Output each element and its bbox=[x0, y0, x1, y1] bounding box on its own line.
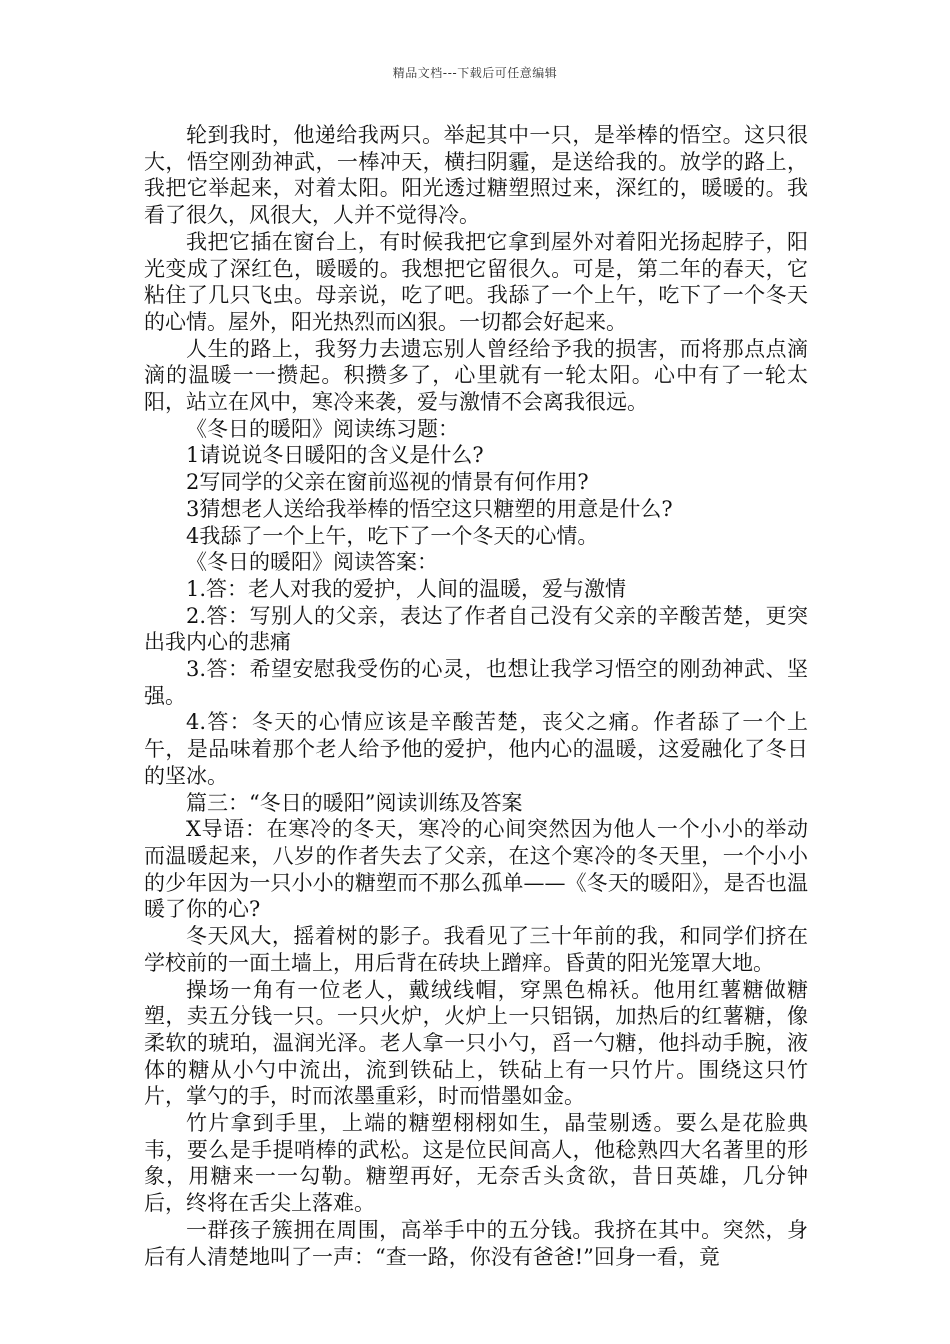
answers-title: 《冬日的暖阳》阅读答案： bbox=[186, 550, 438, 575]
paragraph: 操场一角有一位老人，戴绒线帽，穿黑色棉袄。他用红薯糖做糖塑，卖五分钱一只。一只火炉，火炉上一只铝锅，加热后的红薯糖，像柔软的琥珀，温润光泽。老人拿一只小勺，舀一勺糖，他抖动手腕，液体的糖从小勺中流出，流到铁砧上，铁砧上有一只竹片。围绕这只竹片，掌勺的手，时而浓墨重彩，时而惜墨如金。 bbox=[144, 977, 808, 1109]
exercise-title: 《冬日的暖阳》阅读练习题： bbox=[186, 416, 459, 441]
question-2: 2写同学的父亲在窗前巡视的情景有何作用? bbox=[186, 470, 589, 495]
answer-3: 3.答：希望安慰我受伤的心灵，也想让我学习悟空的刚劲神武、坚强。 bbox=[144, 657, 808, 708]
paragraph: 竹片拿到手里，上端的糖塑栩栩如生，晶莹剔透。要么是花脸典韦，要么是手提哨棒的武松。这是位民间高人，他稔熟四大名著里的形象，用糖来一一勾勒。糖塑再好，无奈舌头贪欲，昔日英雄，几分钟后，终将在舌尖上落难。 bbox=[144, 1111, 808, 1216]
paragraph: 轮到我时，他递给我两只。举起其中一只，是举棒的悟空。这只很大，悟空刚劲神武，一棒冲天，横扫阴霾，是送给我的。放学的路上，我把它举起来，对着太阳。阳光透过糖塑照过来，深红的，暖暖的。我看了很久，风很大，人并不觉得冷。 bbox=[144, 123, 808, 228]
question-4: 4我舔了一个上午，吃下了一个冬天的心情。 bbox=[186, 523, 599, 548]
question-1: 1请说说冬日暖阳的含义是什么? bbox=[186, 443, 484, 468]
answer-4: 4.答：冬天的心情应该是辛酸苦楚，丧父之痛。作者舔了一个上午，是品味着那个老人给予他的爱护，他内心的温暖，这爱融化了冬日的坚冰。 bbox=[144, 710, 808, 788]
section-title: 篇三：“冬日的暖阳”阅读训练及答案 bbox=[186, 790, 523, 815]
document-body bbox=[144, 122, 808, 1270]
page-header: 精品文档---下载后可任意编辑 bbox=[392, 66, 558, 80]
paragraph: 冬天风大，摇着树的影子。我看见了三十年前的我，和同学们挤在学校前的一面土墙上，用后背在砖块上蹭痒。昏黄的阳光笼罩大地。 bbox=[144, 924, 808, 975]
paragraph: 我把它插在窗台上，有时候我把它拿到屋外对着阳光扬起脖子，阳光变成了深红色，暖暖的。我想把它留很久。可是，第二年的春天，它粘住了几只飞虫。母亲说，吃了吧。我舔了一个上午，吃下了一个冬天的心情。屋外，阳光热烈而凶狠。一切都会好起来。 bbox=[144, 229, 808, 334]
question-3: 3猜想老人送给我举棒的悟空这只糖塑的用意是什么? bbox=[186, 496, 673, 521]
answer-1: 1.答：老人对我的爱护，人间的温暖，爱与激情 bbox=[186, 576, 627, 601]
paragraph: 一群孩子簇拥在周围，高举手中的五分钱。我挤在其中。突然，身后有人清楚地叫了一声：“查一路，你没有爸爸!”回身一看，竟 bbox=[144, 1217, 808, 1269]
answer-2: 2.答：写别人的父亲，表达了作者自己没有父亲的辛酸苦楚，更突出我内心的悲痛 bbox=[144, 603, 808, 655]
paragraph: 人生的路上，我努力去遗忘别人曾经给予我的损害，而将那点点滴滴的温暖一一攒起。积攒多了，心里就有一轮太阳。心中有了一轮太阳，站立在风中，寒冷来袭，爱与激情不会离我很远。 bbox=[144, 336, 808, 415]
paragraph: X导语：在寒冷的冬天，寒冷的心间突然因为他人一个小小的举动而温暖起来，八岁的作者失去了父亲，在这个寒冷的冬天里，一个小小的少年因为一只小小的糖塑而不那么孤单——《冬天的暖阳》，是否也温暖了你的心? bbox=[144, 817, 808, 922]
